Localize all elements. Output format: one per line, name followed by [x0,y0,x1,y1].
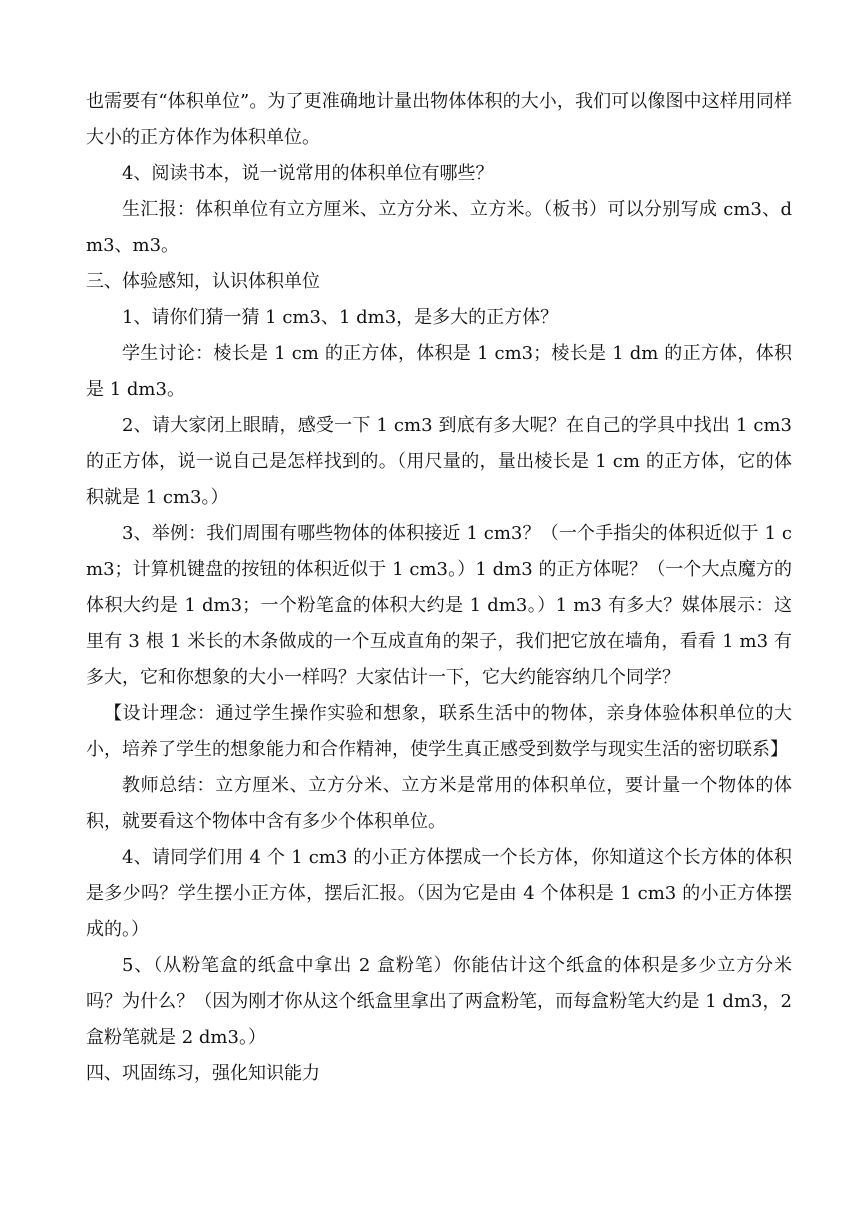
paragraph-step-3-examples: 3、举例：我们周围有哪些物体的体积接近 1 cm3？（一个手指尖的体积近似于 1 cm3；计算机键盘的按钮的体积近似于 1 cm3。）1 dm3 的正方体呢？（一个大点魔方的体积大约是 1 dm3；一个粉笔盒的体积大约是 1 dm3。）1 m3 有多大？媒体展示：这里有 3 根 1 米长的木条做成的一个互成直角的架子，我们把它放在墙角，看看 1 m3 有多大，它和你想象的大小一样吗？大家估计一下，它大约能容纳几个同学？ [86,523,792,688]
paragraph-teacher-summary: 教师总结：立方厘米、立方分米、立方米是常用的体积单位，要计量一个物体的体积，就要看这个物体中含有多少个体积单位。 [86,775,792,832]
section-heading-4: 四、巩固练习，强化知识能力 [86,1063,320,1084]
paragraph-step-4-cuboid: 4、请同学们用 4 个 1 cm3 的小正方体摆成一个长方体，你知道这个长方体的体积是多少吗？学生摆小正方体，摆后汇报。（因为它是由 4 个体积是 1 cm3 的小正方体摆成的。） [86,847,792,940]
paragraph-step-2-feel: 2、请大家闭上眼睛，感受一下 1 cm3 到底有多大呢？在自己的学具中找出 1 cm3 的正方体，说一说自己是怎样找到的。（用尺量的，量出棱长是 1 cm 的正方体，它的体积就是 1 cm3。） [86,415,792,508]
section-heading-3: 三、体验感知，认识体积单位 [86,271,320,292]
paragraph-student-discussion: 学生讨论：棱长是 1 cm 的正方体，体积是 1 cm3；棱长是 1 dm 的正方体，体积是 1 dm3。 [86,343,792,400]
paragraph-step-4-read-book: 4、阅读书本，说一说常用的体积单位有哪些？ [122,163,494,184]
paragraph-step-1-guess: 1、请你们猜一猜 1 cm3、1 dm3，是多大的正方体？ [122,307,559,328]
paragraph-student-report: 生汇报：体积单位有立方厘米、立方分米、立方米。（板书）可以分别写成 cm3、dm3、m3。 [86,199,792,256]
paragraph-design-concept: 【设计理念：通过学生操作实验和想象，联系生活中的物体，亲身体验体积单位的大小，培养了学生的想象能力和合作精神，使学生真正感受到数学与现实生活的密切联系】 [86,703,792,760]
paragraph-step-5-chalk-box: 5、（从粉笔盒的纸盒中拿出 2 盒粉笔）你能估计这个纸盒的体积是多少立方分米吗？为什么？（因为刚才你从这个纸盒里拿出了两盒粉笔，而每盒粉笔大约是 1 dm3，2 盒粉笔就是 2 dm3。） [86,955,792,1048]
paragraph-volume-unit-intro: 也需要有“体积单位”。为了更准确地计量出物体体积的大小，我们可以像图中这样用同样大小的正方体作为体积单位。 [86,91,792,148]
